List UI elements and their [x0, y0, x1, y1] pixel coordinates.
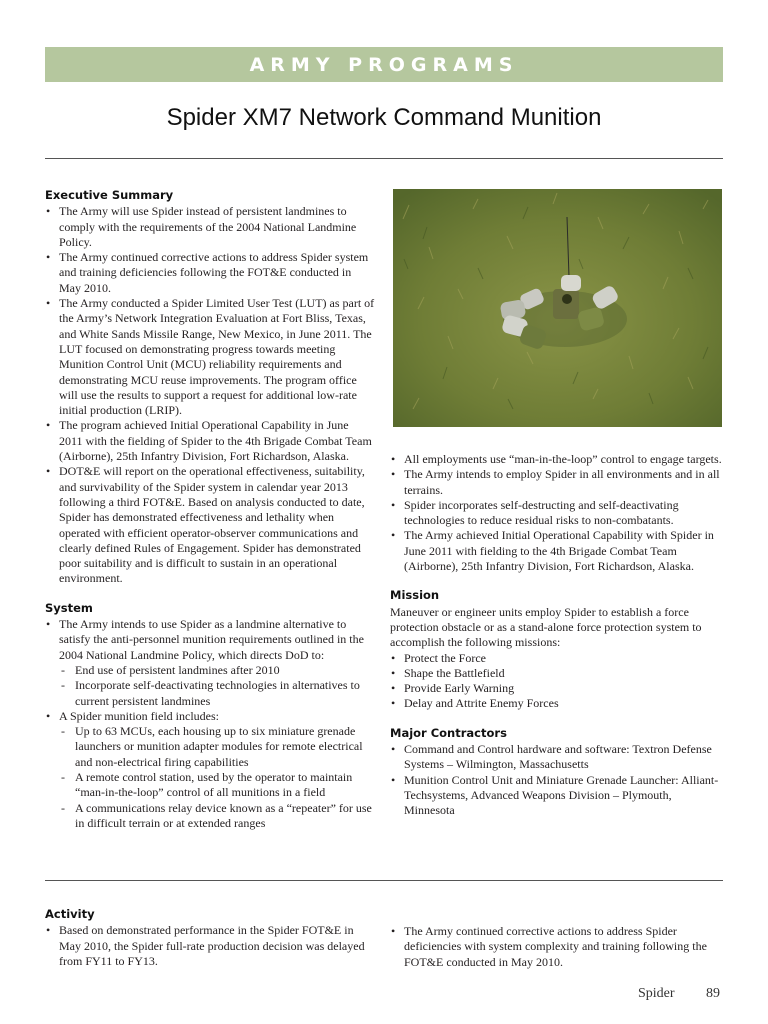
list-item: • The Army achieved Initial Operational Capability with Spider in June 2011 with fielding to the 4th Brigade Combat Team (Airborne), 25th Infantry Division, Fort Richardson, Alaska. — [390, 528, 723, 574]
contractors-list — [390, 742, 723, 818]
mission-list — [390, 651, 723, 712]
executive-summary-heading: Executive Summary — [45, 188, 174, 202]
system-heading: System — [45, 600, 93, 615]
mission-text: Maneuver or engineer units employ Spider to establish a force protection obstacle or as a stand-alone force protection system to accomplish the following missions: — [390, 604, 702, 650]
section-banner: ARMY PROGRAMS — [45, 47, 723, 82]
left-column — [45, 188, 375, 831]
list-item: - A remote control station, used by the operator to maintain “man-in-the-loop” control of all munitions in a field — [59, 770, 375, 801]
page-title: Spider XM7 Network Command Munition — [166, 104, 602, 131]
list-item: • Based on demonstrated performance in the Spider FOT&E in May 2010, the Spider full-rate production decision was delayed from FY11 to FY13. — [45, 923, 375, 969]
activity-right-column — [390, 924, 723, 970]
list-item: • The Army intends to employ Spider in all environments and in all terrains. — [390, 467, 723, 498]
system-list — [45, 617, 375, 831]
spider-munition-illustration — [393, 189, 722, 427]
list-item: - Up to 63 MCUs, each housing up to six miniature grenade launchers or munition adapter modules for remote electrical and non-electrical firing capabilities — [59, 724, 375, 770]
list-item: - End use of persistent landmines after 2010 — [59, 663, 375, 678]
list-item: • The Army continued corrective actions to address Spider deficiencies with system complexity and training following the FOT&E conducted in May 2010. — [390, 924, 723, 970]
system-item-text: A Spider munition field includes: — [59, 708, 219, 723]
list-item: • Provide Early Warning — [390, 681, 723, 696]
list-item: • Protect the Force — [390, 651, 723, 666]
system-sublist — [59, 663, 375, 709]
list-item: • Spider incorporates self-destructing and self-deactivating technologies to reduce residual risks to non-combatants. — [390, 498, 723, 529]
system-continued-list — [390, 452, 723, 574]
list-item: • The Army conducted a Spider Limited User Test (LUT) as part of the Army’s Network Integration Evaluation at Fort Bliss, Texas, and White Sands Missile Range, New Mexico, in June 2011. The LUT focused on demonstrating progress towards meeting Munition Control Unit (MCU) reliability requirements and demonstrating MCU reuse improvements. The program office will use the results to support a request for additional low-rate initial production (LRIP). — [45, 296, 375, 418]
activity-list-continued — [390, 924, 723, 970]
activity-list — [45, 923, 375, 969]
activity-heading: Activity — [45, 907, 95, 921]
spider-munition-photo — [393, 189, 722, 427]
activity-divider — [45, 880, 723, 881]
page-number: 89 — [706, 986, 720, 1001]
footer-label: Spider — [638, 986, 675, 1001]
right-column — [390, 452, 723, 819]
contractors-heading: Major Contractors — [390, 725, 507, 740]
list-item: • Shape the Battlefield — [390, 666, 723, 681]
executive-summary-list — [45, 204, 375, 586]
list-item: • Delay and Attrite Enemy Forces — [390, 696, 723, 711]
list-item — [45, 709, 375, 831]
system-item-text: The Army intends to use Spider as a landmine alternative to satisfy the anti-personnel munition requirements outlined in the 2004 National Landmine Policy, which directs DoD to: — [59, 617, 364, 662]
list-item: - A communications relay device known as a “repeater” for use in difficult terrain or at extended ranges — [59, 801, 375, 832]
list-item: - Incorporate self-deactivating technologies in alternatives to current persistent landmines — [59, 678, 375, 709]
list-item: • Munition Control Unit and Miniature Grenade Launcher: Alliant-Techsystems, Advanced Weapons Division – Plymouth, Minnesota — [390, 773, 723, 819]
list-item — [45, 617, 375, 709]
title-divider — [45, 158, 723, 159]
list-item: • DOT&E will report on the operational effectiveness, suitability, and survivability of the Spider system in calendar year 2013 following a third FOT&E. Based on analysis conducted to date, Spider has demonstrated effectiveness and lethality when operated with efficient operator-observer communications and clearly defined Rules of Engagement. Spider has demonstrated poor suitability and is difficult to sustain in an operational environment. — [45, 464, 375, 586]
mission-heading: Mission — [390, 588, 440, 603]
system-sublist — [59, 724, 375, 831]
list-item: • The Army will use Spider instead of persistent landmines to comply with the requirements of the 2004 National Landmine Policy. — [45, 204, 375, 250]
activity-left-column — [45, 907, 375, 969]
list-item: • All employments use “man-in-the-loop” control to engage targets. — [390, 452, 723, 467]
list-item: • The Army continued corrective actions to address Spider system and training deficiencies following the FOT&E conducted in May 2010. — [45, 250, 375, 296]
list-item: • Command and Control hardware and software: Textron Defense Systems – Wilmington, Massachusetts — [390, 742, 723, 773]
list-item: • The program achieved Initial Operational Capability in June 2011 with the fielding of Spider to the 4th Brigade Combat Team (Airborne), 25th Infantry Division, Fort Richardson, Alaska. — [45, 418, 375, 464]
